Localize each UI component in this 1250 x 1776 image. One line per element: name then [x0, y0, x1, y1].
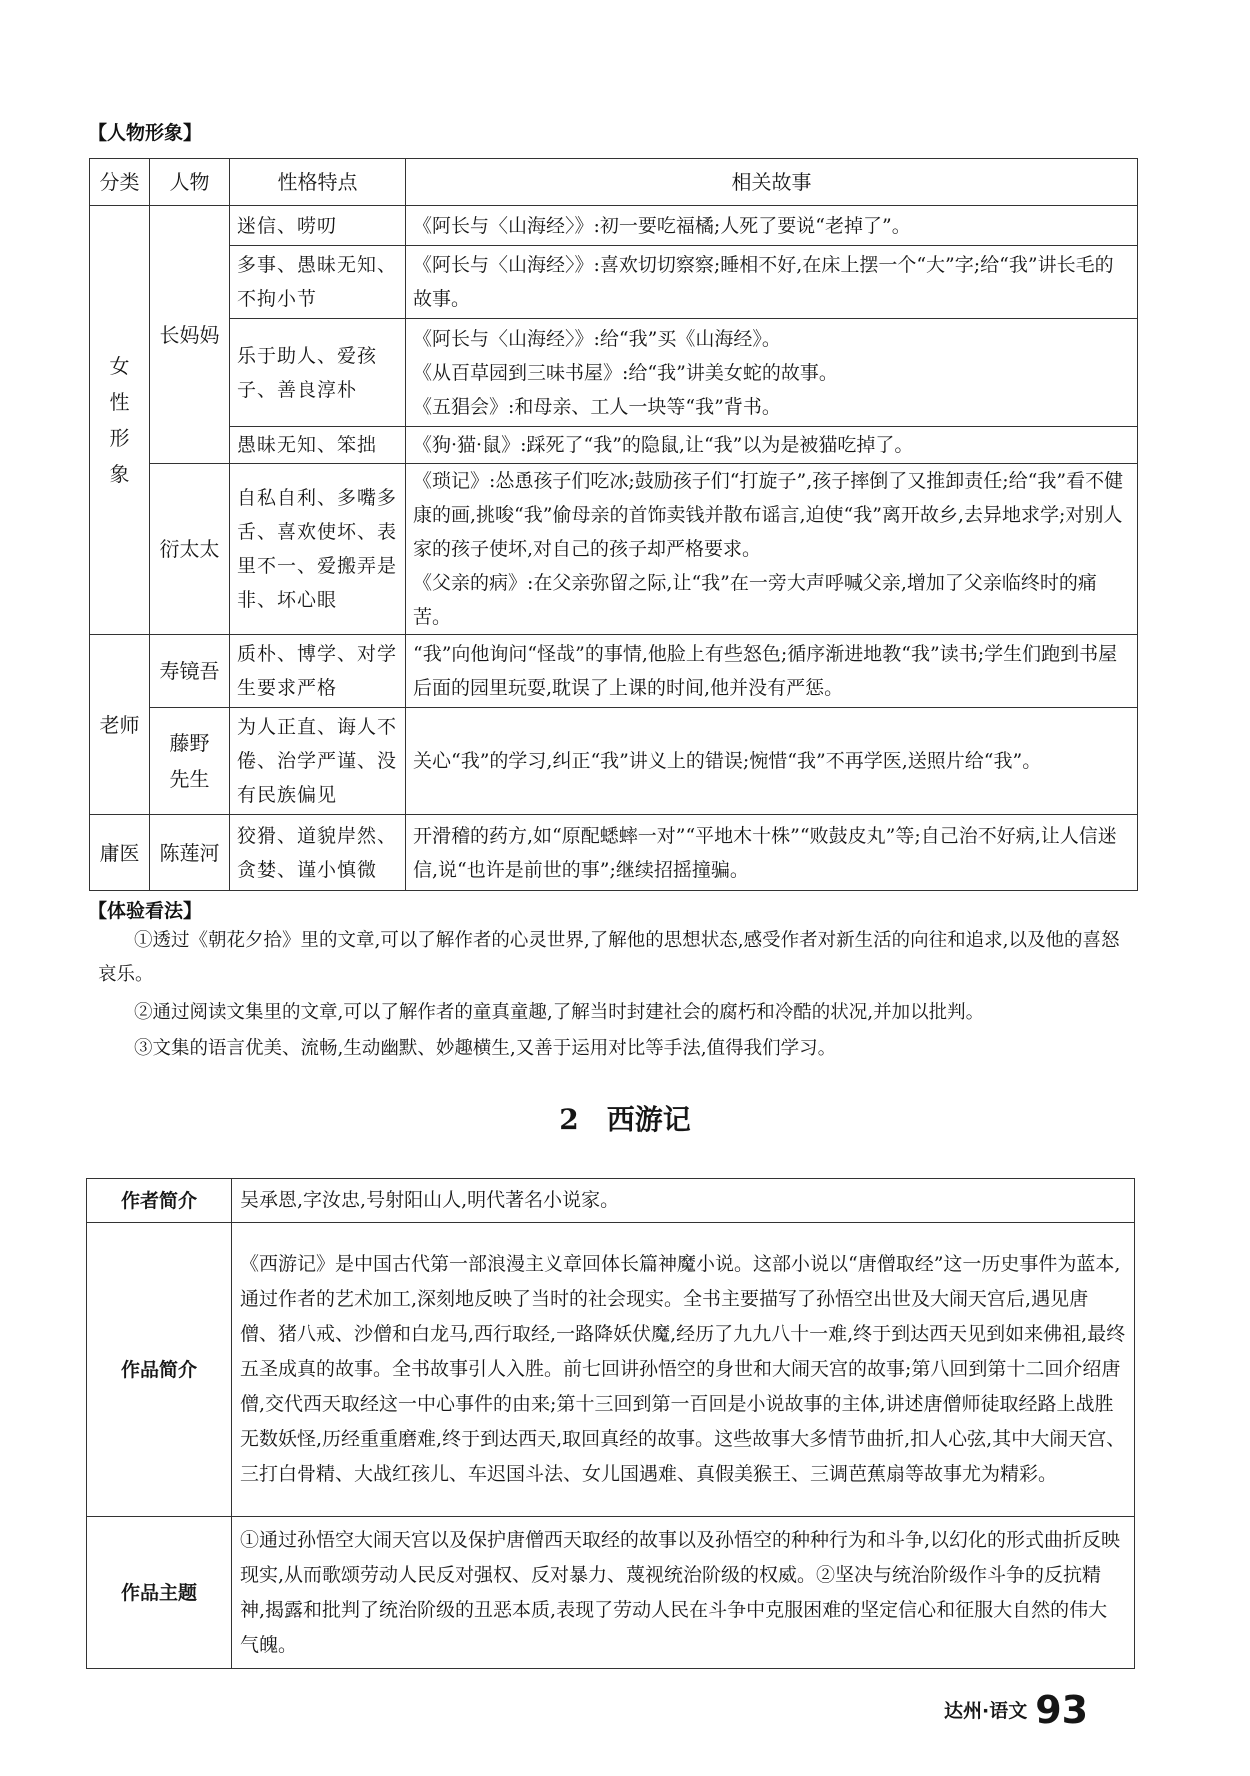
label-theme: 作品主题: [87, 1517, 232, 1669]
header-category: 分类: [90, 159, 150, 206]
footer-region: 达州·语文: [944, 1700, 1028, 1722]
table-row: [90, 427, 1138, 464]
table-row: [90, 815, 1138, 891]
table-row: [90, 464, 1138, 635]
section-heading-characters: 【人物形象】: [88, 122, 203, 144]
story-cell: 《阿长与〈山海经〉》:初一要吃福橘;人死了要说“老掉了”。: [406, 206, 1138, 246]
table-row: [90, 319, 1138, 427]
text-summary: 《西游记》是中国古代第一部浪漫主义章回体长篇神魔小说。这部小说以“唐僧取经”这一历史事件为蓝本,通过作者的艺术加工,深刻地反映了当时的社会现实。全书主要描写了孙悟空出世及大闹天宫后,遇见唐僧、猪八戒、沙僧和白龙马,西行取经,一路降妖伏魔,经历了九九八十一难,终于到达西天见到如来佛祖,最终五圣成真的故事。全书故事引人入胜。前七回讲孙悟空的身世和大闹天宫的故事;第八回到第十二回介绍唐僧,交代西天取经这一中心事件的由来;第十三回到第一百回是小说故事的主体,讲述唐僧师徒取经路上战胜无数妖怪,历经重重磨难,终于到达西天,取回真经的故事。这些故事大多情节曲折,扣人心弦,其中大闹天宫、三打白骨精、大战红孩儿、车迟国斗法、女儿国遇难、真假美猴王、三调芭蕉扇等故事尤为精彩。: [232, 1223, 1135, 1517]
category-quack: 庸医: [90, 815, 150, 891]
table-header-row: [90, 159, 1138, 206]
person-changmama: 长妈妈: [150, 206, 230, 464]
story-cell: “我”向他询问“怪哉”的事情,他脸上有些怒色;循序渐进地教“我”读书;学生们跑到书屋后面的园里玩耍,耽误了上课的时间,他并没有严惩。: [406, 635, 1138, 708]
page-number: 93: [1035, 1688, 1089, 1732]
category-teacher: 老师: [90, 635, 150, 815]
story-cell: 开滑稽的药方,如“原配蟋蟀一对”“平地木十株”“败鼓皮丸”等;自己治不好病,让人信迷信,说“也许是前世的事”;继续招摇撞骗。: [406, 815, 1138, 891]
text-author: 吴承恩,字汝忠,号射阳山人,明代著名小说家。: [232, 1179, 1135, 1223]
table-row: [87, 1179, 1135, 1223]
trait-cell: 狡猾、道貌岸然、贪婪、谨小慎微: [230, 815, 406, 891]
header-trait: 性格特点: [230, 159, 406, 206]
table-row: [90, 206, 1138, 246]
story-cell: 《阿长与〈山海经〉》:喜欢切切察察;睡相不好,在床上摆一个“大”字;给“我”讲长毛的故事。: [406, 246, 1138, 319]
person-tengye: 藤野先生: [150, 708, 230, 815]
trait-cell: 多事、愚昧无知、不拘小节: [230, 246, 406, 319]
experience-point-3: ③文集的语言优美、流畅,生动幽默、妙趣横生,又善于运用对比等手法,值得我们学习。: [134, 1038, 837, 1059]
header-story: 相关故事: [406, 159, 1138, 206]
character-table: [89, 158, 1138, 891]
table-row: [87, 1517, 1135, 1669]
story-cell: 《阿长与〈山海经〉》:给“我”买《山海经》。 《从百草园到三味书屋》:给“我”讲美女蛇的故事。 《五猖会》:和母亲、工人一块等“我”背书。: [406, 319, 1138, 427]
page-footer: [944, 1688, 1088, 1732]
story-cell: 关心“我”的学习,纠正“我”讲义上的错误;惋惜“我”不再学医,送照片给“我”。: [406, 708, 1138, 815]
story-cell: 《琐记》:怂恿孩子们吃冰;鼓励孩子们“打旋子”,孩子摔倒了又推卸责任;给“我”看不健康的画,挑唆“我”偷母亲的首饰卖钱并散布谣言,迫使“我”离开故乡,去异地求学;对别人家的孩子使坏,对自己的孩子却严格要求。 《父亲的病》:在父亲弥留之际,让“我”在一旁大声呼喊父亲,增加了父亲临终时的痛苦。: [406, 464, 1138, 635]
book-title: 2 西游记: [559, 1103, 691, 1136]
header-person: 人物: [150, 159, 230, 206]
table-row: [90, 635, 1138, 708]
trait-cell: 乐于助人、爱孩子、善良淳朴: [230, 319, 406, 427]
experience-point-2: ②通过阅读文集里的文章,可以了解作者的童真童趣,了解当时封建社会的腐朽和冷酷的状况,并加以批判。: [134, 1002, 985, 1023]
table-row: [90, 708, 1138, 815]
section-heading-experience: 【体验看法】: [88, 900, 203, 922]
story-cell: 《狗·猫·鼠》:踩死了“我”的隐鼠,让“我”以为是被猫吃掉了。: [406, 427, 1138, 464]
table-row: [87, 1223, 1135, 1517]
text-theme: ①通过孙悟空大闹天宫以及保护唐僧西天取经的故事以及孙悟空的种种行为和斗争,以幻化的形式曲折反映现实,从而歌颂劳动人民反对强权、反对暴力、蔑视统治阶级的权威。②坚决与统治阶级作斗争的反抗精神,揭露和批判了统治阶级的丑恶本质,表现了劳动人民在斗争中克服困难的坚定信心和征服大自然的伟大气魄。: [232, 1517, 1135, 1669]
person-yantaitai: 衍太太: [150, 464, 230, 635]
trait-cell: 质朴、博学、对学生要求严格: [230, 635, 406, 708]
trait-cell: 愚昧无知、笨拙: [230, 427, 406, 464]
person-shoujingwu: 寿镜吾: [150, 635, 230, 708]
trait-cell: 迷信、唠叨: [230, 206, 406, 246]
table-row: [90, 246, 1138, 319]
label-author: 作者简介: [87, 1179, 232, 1223]
experience-point-1: ①透过《朝花夕拾》里的文章,可以了解作者的心灵世界,了解他的思想状态,感受作者对新生活的向往和追求,以及他的喜怒哀乐。: [98, 930, 1120, 985]
category-female: 女性形象: [90, 206, 150, 635]
trait-cell: 自私自利、多嘴多舌、喜欢使坏、表里不一、爱搬弄是非、坏心眼: [230, 464, 406, 635]
trait-cell: 为人正直、诲人不倦、治学严谨、没有民族偏见: [230, 708, 406, 815]
book-info-table: [86, 1178, 1135, 1669]
label-summary: 作品简介: [87, 1223, 232, 1517]
person-chenlianhe: 陈莲河: [150, 815, 230, 891]
